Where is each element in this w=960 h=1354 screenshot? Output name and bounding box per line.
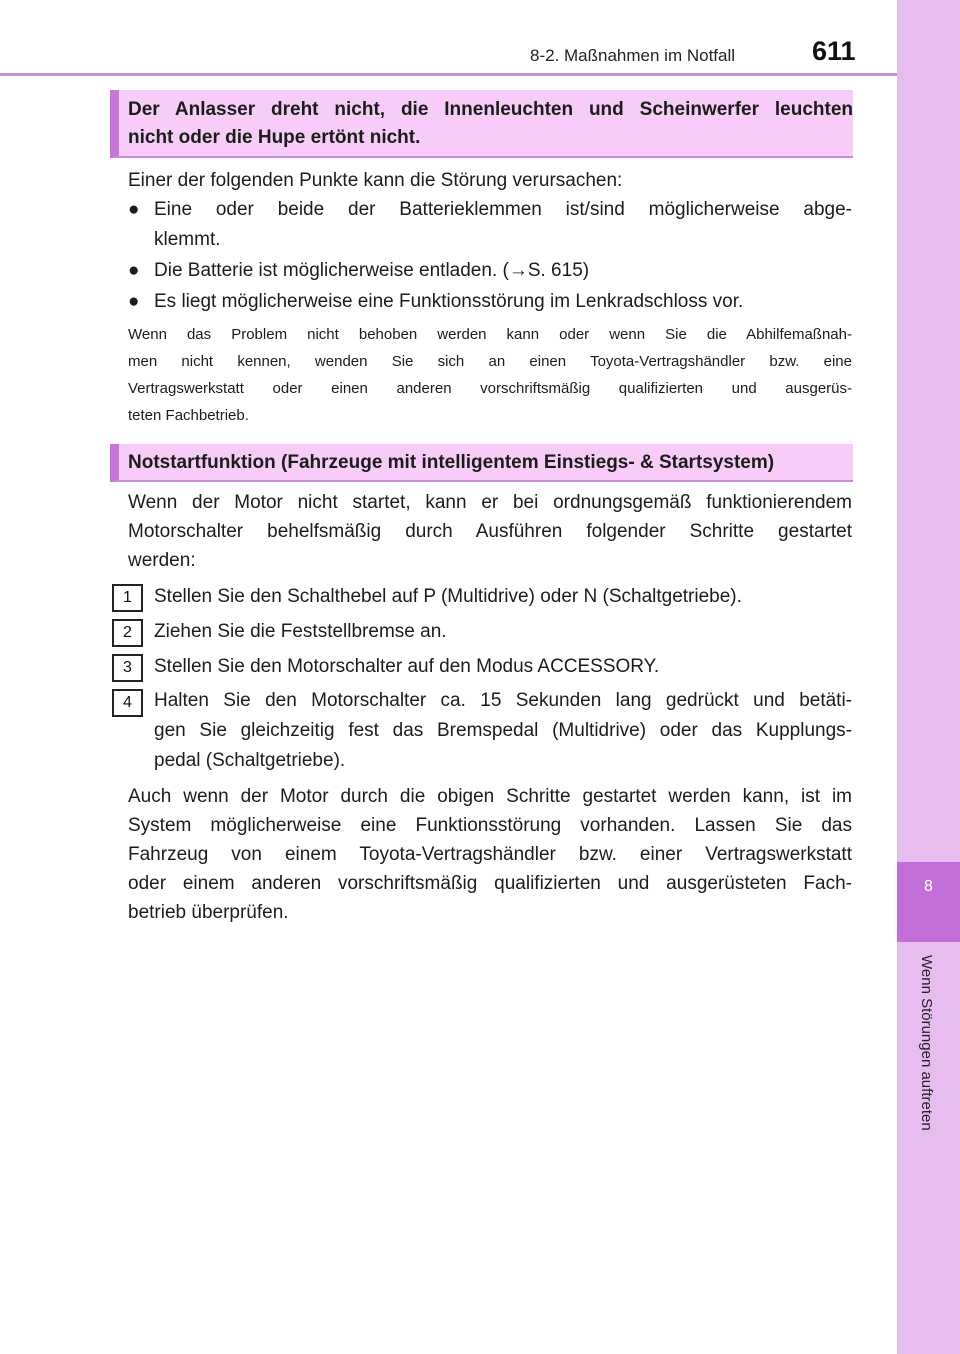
bullet-icon: ● (128, 199, 140, 220)
page-number: 611 (812, 36, 856, 66)
chapter-number: 8 (924, 878, 933, 895)
section2-intro-line: werden: (128, 550, 196, 571)
bullet-item-line: klemmt. (154, 229, 221, 250)
closing-line: System möglicherweise eine Funktionsstörung vorhanden. Lassen Sie das (128, 815, 852, 836)
section2-heading: Notstartfunktion (Fahrzeuge mit intelligentem Einstiegs- & Startsystem) (110, 444, 853, 482)
section2-intro-line: Motorschalter behelfsmäßig durch Ausführen folgender Schritte gestartet (128, 521, 852, 542)
note-line: men nicht kennen, wenden Sie sich an einen Toyota-Vertragshändler bzw. eine (128, 353, 852, 370)
section-title: 8-2. Maßnahmen im Notfall (530, 46, 736, 65)
step-text-line: pedal (Schaltgetriebe). (154, 750, 346, 771)
section1-heading-line: nicht oder die Hupe ertönt nicht. (128, 127, 421, 148)
bullet-icon: ● (128, 291, 140, 312)
step-text-line: Ziehen Sie die Feststellbremse an. (154, 621, 447, 642)
section2-intro-line: Wenn der Motor nicht startet, kann er bei ordnungsgemäß funktionierendem (128, 492, 852, 513)
bullet-item-line: Es liegt möglicherweise eine Funktionsstörung im Lenkradschloss vor. (154, 291, 744, 312)
closing-line: betrieb überprüfen. (128, 902, 289, 923)
step-text-line: Stellen Sie den Schalthebel auf P (Multidrive) oder N (Schaltgetriebe). (154, 586, 742, 607)
step-number-badge: 3 (112, 654, 143, 682)
step-text-line: Halten Sie den Motorschalter ca. 15 Sekunden lang gedrückt und betäti- (154, 690, 852, 711)
bullet-item-line: Die Batterie ist möglicherweise entladen. (→S. 615) (154, 260, 590, 281)
step-text-line: Stellen Sie den Motorschalter auf den Modus ACCESSORY. (154, 656, 660, 677)
section1-heading (110, 90, 853, 158)
note-line: Vertragswerkstatt oder einen anderen vorschriftsmäßig qualifizierten und ausgerüs- (128, 380, 852, 397)
step-number-badge: 2 (112, 619, 143, 647)
closing-line: Fahrzeug von einem Toyota-Vertragshändler bzw. einer Vertragswerkstatt (128, 844, 852, 865)
header-divider (0, 73, 897, 76)
note-line: teten Fachbetrieb. (128, 407, 249, 424)
step-number-badge: 1 (112, 584, 143, 612)
chapter-sidebar (897, 0, 960, 1354)
section1-heading-line: Der Anlasser dreht nicht, die Innenleuchten und Scheinwerfer leuchten (128, 99, 853, 120)
step-text-line: gen Sie gleichzeitig fest das Bremspedal (Multidrive) oder das Kupplungs- (154, 720, 852, 741)
bullet-icon: ● (128, 260, 140, 281)
chapter-title: Wenn Störungen auftreten (918, 955, 935, 1131)
note-line: Wenn das Problem nicht behoben werden kann oder wenn Sie die Abhilfemaßnah- (128, 326, 852, 343)
closing-line: oder einem anderen vorschriftsmäßig qualifizierten und ausgerüsteten Fach- (128, 873, 852, 894)
closing-line: Auch wenn der Motor durch die obigen Schritte gestartet werden kann, ist im (128, 786, 852, 807)
section1-intro: Einer der folgenden Punkte kann die Störung verursachen: (128, 170, 623, 191)
step-number-badge: 4 (112, 689, 143, 717)
chapter-tab[interactable] (897, 862, 960, 942)
bullet-item-line: Eine oder beide der Batterieklemmen ist/sind möglicherweise abge- (154, 199, 852, 220)
